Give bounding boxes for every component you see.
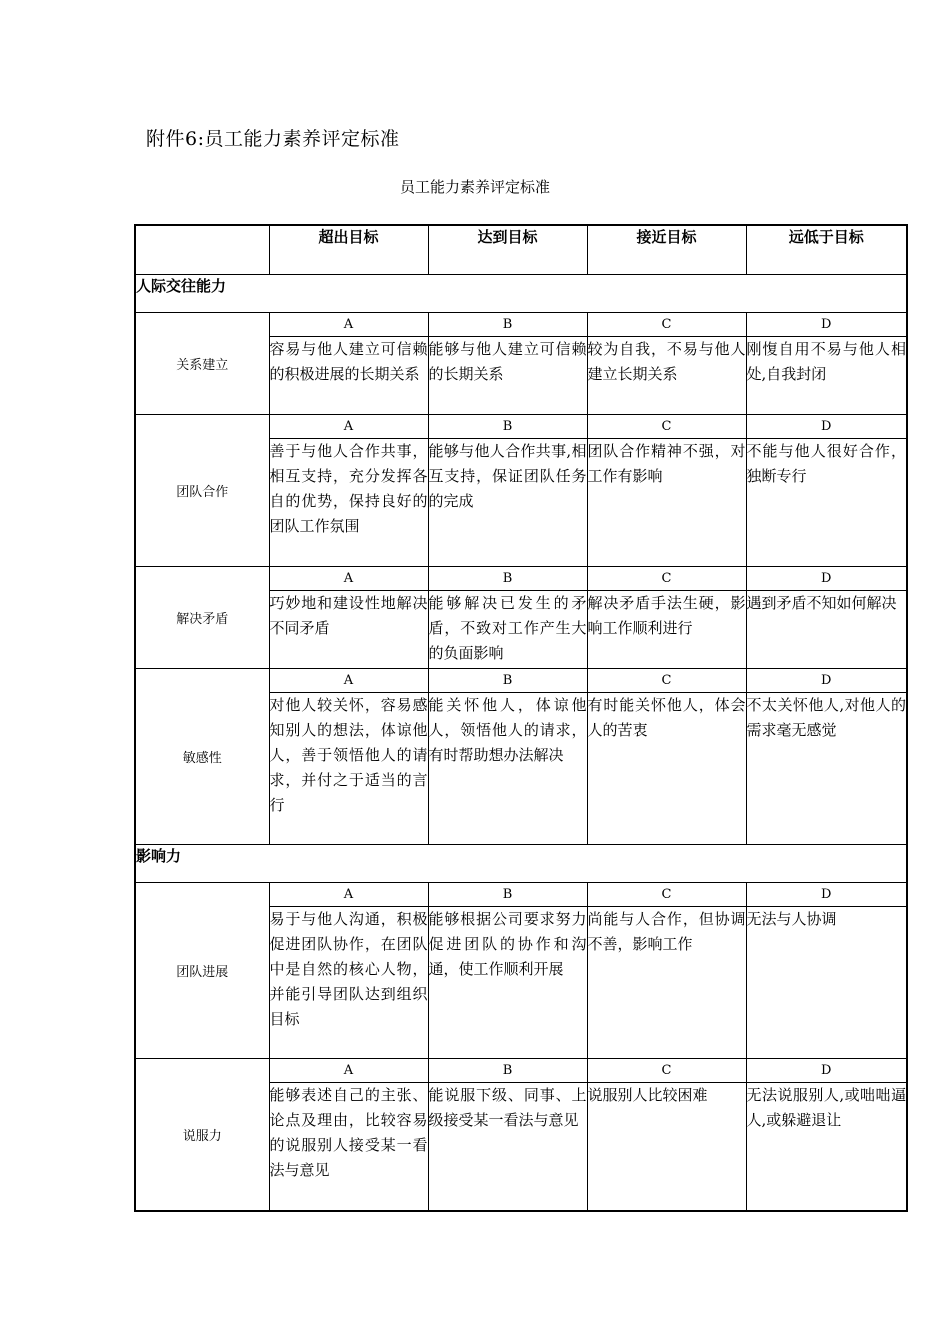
grade-label: B xyxy=(428,313,587,337)
description-cell: 团队合作精神不强，对工作有影响 xyxy=(587,439,746,567)
column-header: 远低于目标 xyxy=(746,225,907,275)
description-cell: 善于与他人合作共事，相互支持，充分发挥各自的优势，保持良好的团队工作氛围 xyxy=(269,439,428,567)
section-row xyxy=(135,845,907,883)
grade-label: C xyxy=(587,883,746,907)
grade-label: A xyxy=(269,669,428,693)
grade-label: D xyxy=(746,669,907,693)
description-cell: 解决矛盾手法生硬，影响工作顺利进行 xyxy=(587,591,746,669)
grade-label: C xyxy=(587,313,746,337)
grade-row xyxy=(135,567,907,591)
header-row xyxy=(135,225,907,275)
row-label: 团队进展 xyxy=(135,883,269,1059)
grade-label: D xyxy=(746,567,907,591)
column-header: 接近目标 xyxy=(587,225,746,275)
section-title: 人际交往能力 xyxy=(135,275,907,313)
grade-row xyxy=(135,415,907,439)
grade-label: B xyxy=(428,1059,587,1083)
description-cell: 能够根据公司要求努力促进团队的协作和沟通，使工作顺利开展 xyxy=(428,907,587,1059)
description-cell: 尚能与人合作，但协调不善，影响工作 xyxy=(587,907,746,1059)
description-cell: 巧妙地和建设性地解决不同矛盾 xyxy=(269,591,428,669)
grade-row xyxy=(135,883,907,907)
grade-label: C xyxy=(587,415,746,439)
description-cell: 刚愎自用不易与他人相处,自我封闭 xyxy=(746,337,907,415)
grade-label: A xyxy=(269,415,428,439)
grade-label: C xyxy=(587,567,746,591)
competency-table xyxy=(134,224,908,1212)
page-heading: 附件6:员工能力素养评定标准 xyxy=(146,128,400,150)
section-row xyxy=(135,275,907,313)
description-cell: 能说服下级、同事、上级接受某一看法与意见 xyxy=(428,1083,587,1211)
description-cell: 较为自我，不易与他人建立长期关系 xyxy=(587,337,746,415)
grade-label: B xyxy=(428,567,587,591)
description-cell: 能关怀他人，体谅他人，领悟他人的请求，有时帮助想办法解决 xyxy=(428,693,587,845)
column-header: 达到目标 xyxy=(428,225,587,275)
description-cell: 容易与他人建立可信赖的积极进展的长期关系 xyxy=(269,337,428,415)
grade-label: C xyxy=(587,1059,746,1083)
description-cell: 易于与他人沟通，积极促进团队协作，在团队中是自然的核心人物，并能引导团队达到组织目标 xyxy=(269,907,428,1059)
grade-label: A xyxy=(269,883,428,907)
description-cell: 有时能关怀他人，体会人的苦衷 xyxy=(587,693,746,845)
row-label: 关系建立 xyxy=(135,313,269,415)
column-header: 超出目标 xyxy=(269,225,428,275)
description-cell: 说服别人比较困难 xyxy=(587,1083,746,1211)
description-cell: 能够与他人建立可信赖的长期关系 xyxy=(428,337,587,415)
description-cell: 不能与他人很好合作，独断专行 xyxy=(746,439,907,567)
description-cell: 不太关怀他人,对他人的需求毫无感觉 xyxy=(746,693,907,845)
grade-label: D xyxy=(746,883,907,907)
grade-label: B xyxy=(428,883,587,907)
grade-label: A xyxy=(269,567,428,591)
grade-label: A xyxy=(269,1059,428,1083)
section-title: 影响力 xyxy=(135,845,907,883)
description-cell: 能够与他人合作共事,相互支持，保证团队任务的完成 xyxy=(428,439,587,567)
corner-cell xyxy=(135,225,269,275)
grade-label: D xyxy=(746,313,907,337)
description-cell: 无法说服别人,或咄咄逼人,或躲避退让 xyxy=(746,1083,907,1211)
row-label: 说服力 xyxy=(135,1059,269,1211)
table-title: 员工能力素养评定标准 xyxy=(399,178,550,196)
grade-label: A xyxy=(269,313,428,337)
grade-label: C xyxy=(587,669,746,693)
grade-label: B xyxy=(428,415,587,439)
description-cell: 遇到矛盾不知如何解决 xyxy=(746,591,907,669)
description-cell: 能够解决已发生的矛盾，不致对工作产生大的负面影响 xyxy=(428,591,587,669)
grade-label: D xyxy=(746,1059,907,1083)
grade-label: D xyxy=(746,415,907,439)
description-cell: 无法与人协调 xyxy=(746,907,907,1059)
row-label: 团队合作 xyxy=(135,415,269,567)
description-cell: 能够表述自己的主张、论点及理由，比较容易的说服别人接受某一看法与意见 xyxy=(269,1083,428,1211)
row-label: 解决矛盾 xyxy=(135,567,269,669)
grade-label: B xyxy=(428,669,587,693)
grade-row xyxy=(135,313,907,337)
grade-row xyxy=(135,669,907,693)
description-cell: 对他人较关怀，容易感知别人的想法，体谅他人，善于领悟他人的请求，并付之于适当的言行 xyxy=(269,693,428,845)
row-label: 敏感性 xyxy=(135,669,269,845)
grade-row xyxy=(135,1059,907,1083)
